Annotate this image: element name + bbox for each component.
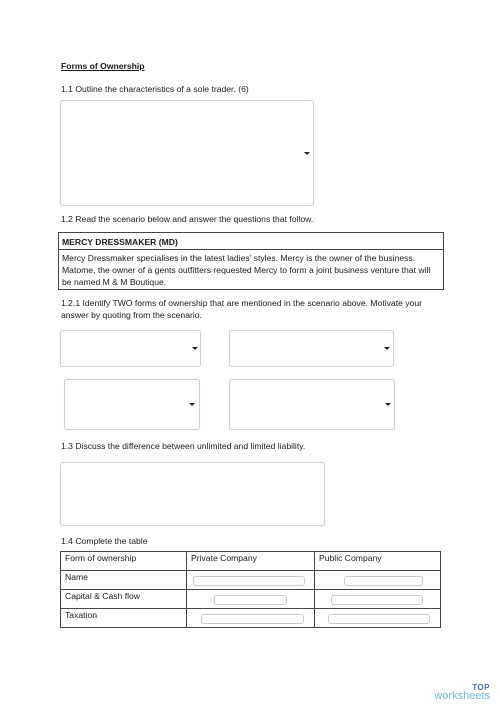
topworksheets-logo: [434, 683, 490, 701]
chevron-down-icon: [385, 403, 391, 406]
table-header-row: [61, 552, 441, 571]
answer-dropdown-1-2-1-d[interactable]: [229, 379, 395, 430]
divider: [59, 249, 443, 250]
question-1-4: 1.4 Complete the table: [61, 536, 148, 546]
logo-line-top: TOP: [472, 683, 490, 692]
logo-line-worksheets: worksheets: [434, 690, 490, 702]
answer-dropdown-1-2-1-c[interactable]: [64, 379, 200, 430]
input-public-taxation[interactable]: [328, 614, 430, 624]
scenario-text: Mercy Dressmaker specialises in the latest ladies’ styles. Mercy is the owner of the business. Matome, the owner of a gents outfitters requested Mercy to form a joint business venture that will be named M & M Boutique.: [62, 253, 431, 287]
input-private-name[interactable]: [193, 576, 305, 586]
table-header: Form of ownership: [61, 552, 187, 571]
scenario-box: [58, 232, 444, 290]
input-public-capital[interactable]: [331, 595, 423, 605]
input-private-taxation[interactable]: [201, 614, 304, 624]
page-title: Forms of Ownership: [61, 61, 145, 71]
answer-box-1-3[interactable]: [60, 462, 325, 526]
input-public-name[interactable]: [344, 576, 423, 586]
chevron-down-icon: [189, 403, 195, 406]
table-header: Public Company: [315, 552, 441, 571]
scenario-heading: MERCY DRESSMAKER (MD): [62, 237, 178, 247]
question-1-3: 1.3 Discuss the difference between unlimited and limited liability.: [61, 441, 306, 451]
chevron-down-icon: [192, 347, 198, 350]
answer-dropdown-1-2-1-a[interactable]: [60, 330, 201, 367]
question-1-2: 1.2 Read the scenario below and answer the questions that follow.: [61, 214, 314, 224]
row-label: Taxation: [61, 609, 187, 628]
chevron-down-icon: [384, 347, 390, 350]
row-label: Name: [61, 571, 187, 590]
chevron-down-icon: [304, 152, 310, 155]
answer-dropdown-1-1[interactable]: [60, 100, 314, 206]
answer-dropdown-1-2-1-b[interactable]: [229, 330, 394, 367]
table-header: Private Company: [187, 552, 315, 571]
question-1-1: 1.1 Outline the characteristics of a sole trader. (6): [61, 84, 249, 94]
row-label: Capital & Cash flow: [61, 590, 187, 609]
question-1-2-1: 1.2.1 Identify TWO forms of ownership that are mentioned in the scenario above. Motivate your answer by quoting from the scenario.: [61, 298, 422, 320]
input-private-capital[interactable]: [214, 595, 287, 605]
